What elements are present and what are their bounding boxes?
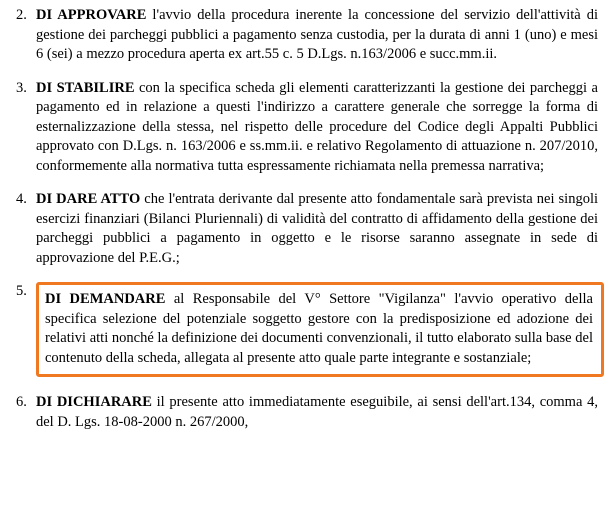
list-item-lead: DI DEMANDARE	[45, 291, 166, 307]
list-item-number: 6.	[16, 394, 27, 410]
list-item-number: 3.	[16, 79, 27, 96]
list-item	[0, 190, 612, 268]
list-item-lead: DI STABILIRE	[36, 79, 135, 96]
list-item-number: 2.	[16, 7, 27, 23]
list-item-number: 5.	[16, 283, 27, 299]
list-item-body	[36, 190, 612, 268]
list-item-body	[36, 282, 612, 377]
list-item-text: il presente atto immediatamente eseguibile, ai sensi dell'art.134, comma 4, del D. Lgs. 18-08-2000 n. 267/2000,	[36, 394, 598, 430]
list-item-highlighted	[0, 282, 612, 377]
list-item-lead: DI APPROVARE	[36, 7, 147, 23]
list-item-lead: DI DICHIARARE	[36, 394, 152, 410]
list-item-body	[36, 393, 612, 432]
document-page	[0, 6, 612, 507]
list-item-text: che l'entrata derivante dal presente atto fondamentale sarà prevista nei singoli esercizi finanziari (Bilanci Pluriennali) di validità del contratto di affidamento della gestione dei parcheggi pubblici a pagamento in oggetto e le risorse saranno assegnate in sede di approvazione del P.E.G.;	[36, 191, 598, 266]
highlight-box	[36, 282, 604, 377]
list-item	[0, 79, 612, 177]
list-item-body	[36, 6, 612, 65]
list-item	[0, 393, 612, 432]
list-item-body	[36, 79, 612, 177]
list-item-lead: DI DARE ATTO	[36, 191, 141, 207]
list-item-text: l'avvio della procedura inerente la concessione del servizio dell'attività di gestione dei parcheggi pubblici a pagamento senza custodia, per la durata di anni 1 (uno) e mesi 6 (sei) a mezzo procedura aperta ex art.55 c. 5 D.Lgs. n.163/2006 e succ.mm.ii.	[36, 7, 598, 62]
list-item-text: con la specifica scheda gli elementi caratterizzanti la gestione dei parcheggi a pagamento ed in relazione a questi l'indirizzo a carattere generale che sorregge la forma di esternalizzazione della stessa, nel rispetto delle procedure del Codice degli Appalti Pubblici approvato con D.Lgs. n. 163/2006 e ss.mm.ii. e relativo Regolamento di attuazione n. 207/2010, conformemente alla normativa tutta espressamente richiamata nella premessa narrativa;	[36, 79, 598, 174]
list-item-text: al Responsabile del V° Settore "Vigilanza" l'avvio operativo della specifica selezione del potenziale soggetto gestore con la predisposizione ed adozione dei relativi atti nonché la definizione dei documenti convenzionali, il tutto elaborato sulla base del contenuto della scheda, allegata al presente atto quale parte integrante e sostanziale;	[45, 291, 593, 366]
list-item	[0, 6, 612, 65]
list-item-number: 4.	[16, 191, 27, 207]
